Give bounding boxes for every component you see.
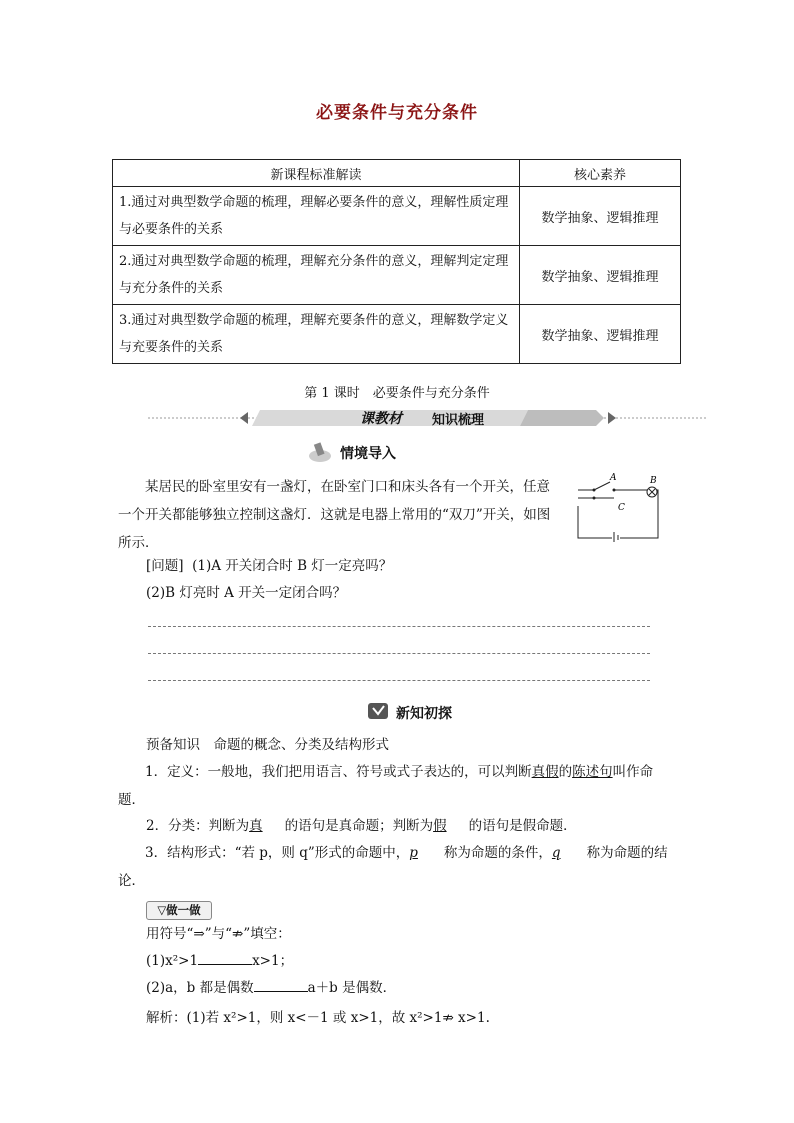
practice-instruction: 用符号“⇒”与“⇏”填空： xyxy=(146,926,291,942)
circuit-label-a: A xyxy=(610,473,617,483)
practice-blank-1[interactable] xyxy=(198,952,252,965)
answer-line xyxy=(148,680,650,681)
table-cell-literacy: 数学抽象、逻辑推理 xyxy=(520,246,681,305)
banner-left-text: 课教材 xyxy=(360,411,402,427)
practice-tag-icon: ▽ xyxy=(157,903,167,917)
practice-item-1-left: (1)x²>1 xyxy=(146,953,199,969)
answer-line xyxy=(148,626,650,627)
table-cell-standard: 3.通过对典型数学命题的梳理，理解充要条件的意义，理解数学定义与充要条件的关系 xyxy=(113,305,520,364)
lesson-title: 第 1 课时 必要条件与充分条件 xyxy=(304,386,490,401)
circuit-diagram xyxy=(574,472,668,544)
definition-answer-2: 陈述句 xyxy=(572,764,613,780)
standards-table xyxy=(112,159,681,364)
classification-paragraph xyxy=(146,812,686,840)
table-row xyxy=(113,246,681,305)
practice-analysis: 解析：(1)若 x²>1，则 x<－1 或 x>1，故 x²>1⇏ x>1. xyxy=(146,1010,490,1026)
classification-answer-true: 真 xyxy=(249,818,263,834)
practice-tag xyxy=(146,901,212,920)
practice-item-1-right: x>1； xyxy=(252,953,294,969)
new-knowledge-icon xyxy=(366,700,392,726)
definition-text-mid: 的 xyxy=(558,764,573,780)
practice-item-1 xyxy=(146,947,586,975)
answer-line xyxy=(148,653,650,654)
situation-text: 某居民的卧室里安有一盏灯，在卧室门口和床头各有一个开关，任意一个开关都能够独立控制这盏灯．这就是电器上常用的“双刀”开关，如图所示． xyxy=(118,479,551,551)
practice-item-2-left: (2)a，b 都是偶数 xyxy=(146,980,254,996)
classification-text-end: 的语句是假命题． xyxy=(468,818,577,834)
question-1-text: (1)A 开关闭合时 B 灯一定亮吗？ xyxy=(192,558,393,574)
banner-right-text: 知识梳理 xyxy=(432,413,485,428)
practice-item-2-right: a＋b 是偶数． xyxy=(307,980,397,996)
structure-answer-p: p xyxy=(409,845,418,861)
structure-text-mid: 称为命题的条件， xyxy=(443,845,552,861)
table-cell-literacy: 数学抽象、逻辑推理 xyxy=(520,187,681,246)
definition-answer-1: 真假 xyxy=(531,764,559,780)
classification-text: 2．分类：判断为 xyxy=(146,818,250,834)
situation-heading: 情境导入 xyxy=(340,446,396,462)
circuit-label-b: B xyxy=(650,476,657,486)
table-cell-standard: 2.通过对典型数学命题的梳理，理解充分条件的意义，理解判定定理与充分条件的关系 xyxy=(113,246,520,305)
structure-text-end: 称为命题的结论． xyxy=(118,845,668,889)
table-row xyxy=(113,187,681,246)
table-header-standards: 新课程标准解读 xyxy=(113,160,520,187)
table-header-literacy: 核心素养 xyxy=(520,160,681,187)
question-2: (2)B 灯亮时 A 开关一定闭合吗？ xyxy=(146,585,347,601)
classification-text-mid: 的语句是真命题；判断为 xyxy=(284,818,434,834)
practice-tag-label: 做一做 xyxy=(166,903,201,917)
situation-icon xyxy=(306,440,334,468)
structure-text: 3．结构形式：“若 p，则 q”形式的命题中， xyxy=(145,845,410,861)
definition-text: 1．定义：一般地，我们把用语言、符号或式子表达的，可以判断 xyxy=(145,764,532,780)
circuit-label-c: C xyxy=(618,503,625,513)
table-cell-standard: 1.通过对典型数学命题的梳理，理解必要条件的意义，理解性质定理与必要条件的关系 xyxy=(113,187,520,246)
new-knowledge-heading: 新知初探 xyxy=(396,706,452,722)
table-cell-literacy: 数学抽象、逻辑推理 xyxy=(520,305,681,364)
question-label: [问题] xyxy=(146,558,184,574)
definition-text-end: 叫作命题． xyxy=(118,764,654,808)
practice-item-2 xyxy=(146,974,586,1002)
question-1 xyxy=(146,552,586,580)
structure-answer-q: q xyxy=(551,845,561,861)
practice-blank-2[interactable] xyxy=(254,979,308,992)
definition-paragraph xyxy=(118,758,678,814)
table-header-row xyxy=(113,160,681,187)
prep-knowledge: 预备知识 命题的概念、分类及结构形式 xyxy=(146,737,389,753)
section-banner xyxy=(148,406,708,430)
structure-paragraph xyxy=(118,839,678,895)
classification-answer-false: 假 xyxy=(433,818,447,834)
banner-graphic xyxy=(148,406,708,430)
page-title: 必要条件与充分条件 xyxy=(316,103,478,123)
table-row xyxy=(113,305,681,364)
